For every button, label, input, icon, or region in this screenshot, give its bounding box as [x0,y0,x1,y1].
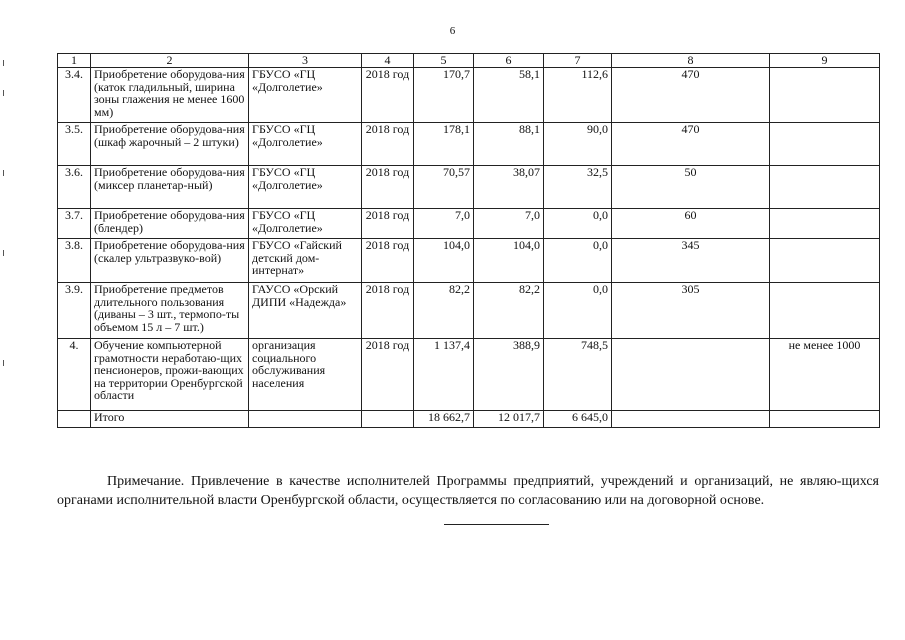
table-row [58,283,880,339]
row-number [58,411,91,428]
period: 2018 год [362,123,414,166]
margin-mark [3,360,4,366]
total-amount: 7,0 [414,209,474,239]
executor: ГБУСО «ГЦ «Долголетие» [249,123,362,166]
indicator-8: 470 [612,68,770,123]
indicator-9 [770,123,880,166]
executor: ГБУСО «ГЦ «Долголетие» [249,166,362,209]
program-table [57,53,880,428]
regional-amount: 82,2 [474,283,544,339]
period: 2018 год [362,68,414,123]
indicator-8: 305 [612,283,770,339]
regional-amount: 388,9 [474,339,544,411]
column-number: 8 [612,54,770,68]
activity-name: Приобретение предметов длительного пользования (диваны – 3 шт., термопо-ты объемом 15 л – 7 шт.) [91,283,249,339]
margin-mark [3,90,4,96]
total-amount: 70,57 [414,166,474,209]
activity-name: Приобретение оборудова-ния (миксер планетар-ный) [91,166,249,209]
activity-name: Приобретение оборудова-ния (блендер) [91,209,249,239]
period: 2018 год [362,166,414,209]
regional-amount: 88,1 [474,123,544,166]
margin-mark [3,250,4,256]
other-amount: 748,5 [544,339,612,411]
indicator-8: 50 [612,166,770,209]
row-number: 3.9. [58,283,91,339]
row-number: 3.8. [58,239,91,283]
indicator-8: 345 [612,239,770,283]
table-row [58,123,880,166]
total-amount: 178,1 [414,123,474,166]
row-number: 3.5. [58,123,91,166]
column-number: 7 [544,54,612,68]
period: 2018 год [362,339,414,411]
other-amount: 32,5 [544,166,612,209]
table-row [58,339,880,411]
row-number: 3.6. [58,166,91,209]
regional-amount: 104,0 [474,239,544,283]
executor: ГБУСО «ГЦ «Долголетие» [249,209,362,239]
total-label: Итого [91,411,249,428]
margin-mark [3,60,4,66]
row-number: 4. [58,339,91,411]
total-row [58,411,880,428]
margin-mark [3,170,4,176]
indicator-8 [612,339,770,411]
other-amount: 0,0 [544,209,612,239]
other-amount: 112,6 [544,68,612,123]
column-number: 6 [474,54,544,68]
row-number: 3.4. [58,68,91,123]
table-row [58,209,880,239]
indicator-9 [770,239,880,283]
row-number: 3.7. [58,209,91,239]
other-amount: 90,0 [544,123,612,166]
column-number: 2 [91,54,249,68]
other-amount: 0,0 [544,239,612,283]
period [362,411,414,428]
activity-name: Обучение компьютерной грамотности неработаю-щих пенсионеров, прожи-вающих на территории Оренбургской области [91,339,249,411]
executor: организация социального обслуживания населения [249,339,362,411]
activity-name: Приобретение оборудова-ния (шкаф жарочный – 2 штуки) [91,123,249,166]
period: 2018 год [362,239,414,283]
executor: ГБУСО «ГЦ «Долголетие» [249,68,362,123]
indicator-9 [770,68,880,123]
regional-amount: 7,0 [474,209,544,239]
indicator-8: 60 [612,209,770,239]
table-row [58,166,880,209]
executor [249,411,362,428]
period: 2018 год [362,283,414,339]
activity-name: Приобретение оборудова-ния (скалер ультразвуко-вой) [91,239,249,283]
indicator-9 [770,209,880,239]
executor: ГБУСО «Гайский детский дом-интернат» [249,239,362,283]
column-number-row [58,54,880,68]
indicator-8: 470 [612,123,770,166]
other-amount: 0,0 [544,283,612,339]
indicator-9 [770,283,880,339]
page-number: 6 [449,25,456,37]
column-number: 3 [249,54,362,68]
note-paragraph: Примечание. Привлечение в качестве исполнителей Программы предприятий, учреждений и организаций, не являю-щихся органами исполнительной власти Оренбургской области, осуществляется по согласованию или на договорной основе. [57,474,879,508]
indicator-9 [770,411,880,428]
regional-amount: 38,07 [474,166,544,209]
indicator-8 [612,411,770,428]
column-number: 9 [770,54,880,68]
indicator-9: не менее 1000 [770,339,880,411]
activity-name: Приобретение оборудова-ния (каток гладильный, ширина зоны глажения не менее 1600 мм) [91,68,249,123]
executor: ГАУСО «Орский ДИПИ «Надежда» [249,283,362,339]
regional-amount: 58,1 [474,68,544,123]
total-amount: 82,2 [414,283,474,339]
total-amount: 104,0 [414,239,474,283]
closing-rule [444,524,549,525]
table-row [58,68,880,123]
column-number: 1 [58,54,91,68]
indicator-9 [770,166,880,209]
table-row [58,239,880,283]
period: 2018 год [362,209,414,239]
column-number: 4 [362,54,414,68]
regional-amount: 12 017,7 [474,411,544,428]
total-amount: 1 137,4 [414,339,474,411]
total-amount: 18 662,7 [414,411,474,428]
total-amount: 170,7 [414,68,474,123]
column-number: 5 [414,54,474,68]
other-amount: 6 645,0 [544,411,612,428]
